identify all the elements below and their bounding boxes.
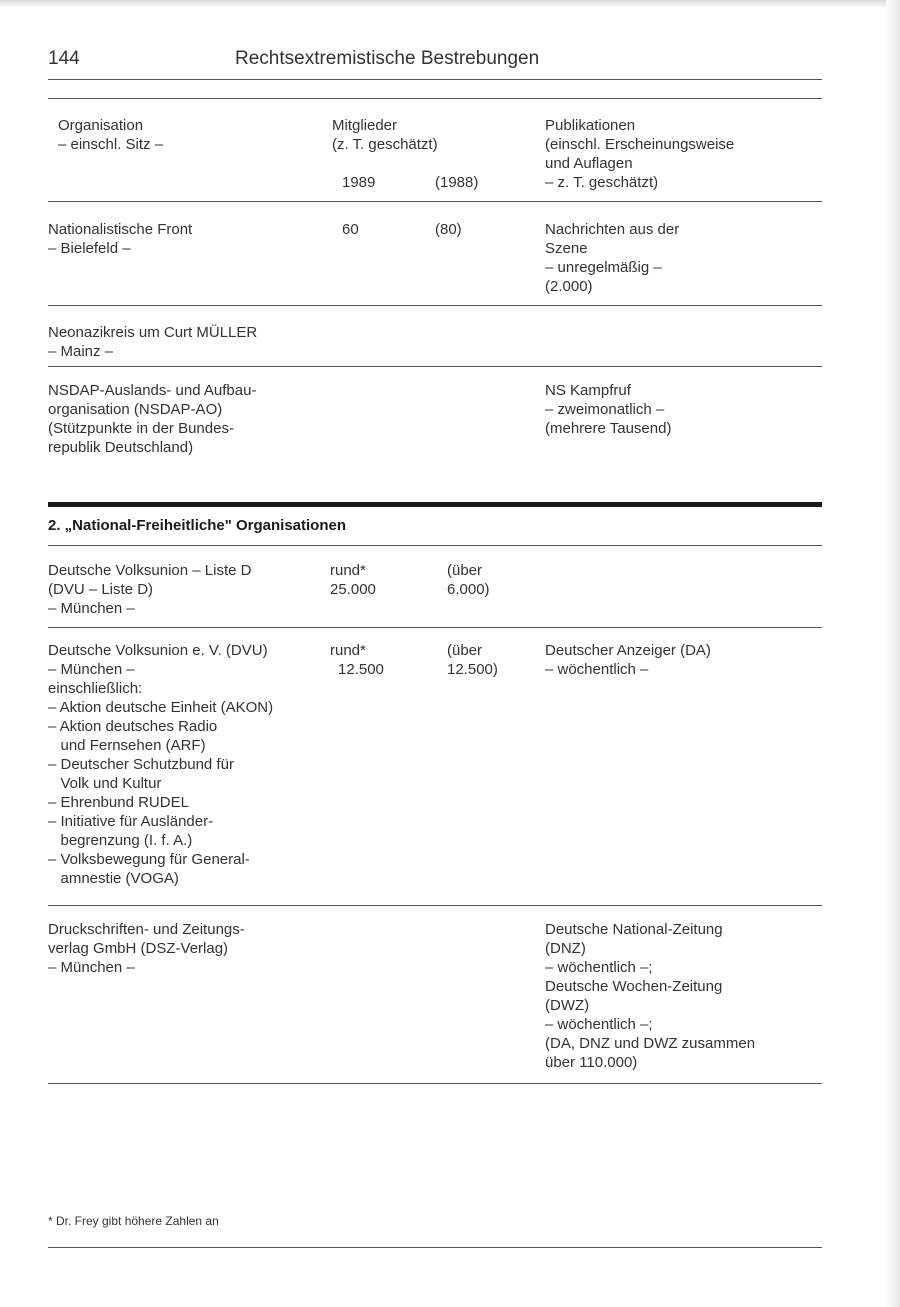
section-heading-rule xyxy=(48,545,822,546)
org-subitem: – Volksbewegung für General- xyxy=(48,851,250,868)
publication-line: – zweimonatlich – xyxy=(545,401,665,418)
col-header-organisation-sub: – einschl. Sitz – xyxy=(58,136,164,153)
org-subitem: amnestie (VOGA) xyxy=(48,870,179,887)
scan-edge-shadow xyxy=(0,0,900,8)
table-top-rule xyxy=(48,98,822,99)
publication-line: – wöchentlich – xyxy=(545,661,649,678)
org-name: verlag GmbH (DSZ-Verlag) xyxy=(48,940,229,957)
col-header-publications-sub: – z. T. geschätzt) xyxy=(545,174,659,191)
members-1988: (über xyxy=(447,562,483,579)
publication-line: – wöchentlich –; xyxy=(545,959,653,976)
row-rule xyxy=(48,366,822,367)
org-name: organisation (NSDAP-AO) xyxy=(48,401,223,418)
publication-line: NS Kampfruf xyxy=(545,382,631,399)
org-name: Neonazikreis um Curt MÜLLER xyxy=(48,324,258,341)
publication-line: – unregelmäßig – xyxy=(545,259,662,276)
publication-line: (DWZ) xyxy=(545,997,590,1014)
members-1989: 12.500 xyxy=(338,661,384,678)
col-header-members-sub: (z. T. geschätzt) xyxy=(332,136,438,153)
publication-line: Nachrichten aus der xyxy=(545,221,680,238)
publication-line: (2.000) xyxy=(545,278,593,295)
running-title: Rechtsextremistische Bestrebungen xyxy=(235,48,540,69)
publication-line: – wöchentlich –; xyxy=(545,1016,653,1033)
org-subitem: – Deutscher Schutzbund für xyxy=(48,756,234,773)
publication-line: Szene xyxy=(545,240,588,257)
org-seat: – München – xyxy=(48,959,135,976)
members-1989: 25.000 xyxy=(330,581,376,598)
col-header-members: Mitglieder xyxy=(332,117,398,134)
scan-edge-shadow xyxy=(886,0,900,1307)
footnote: * Dr. Frey gibt höhere Zahlen an xyxy=(48,1214,219,1228)
members-1988: (über xyxy=(447,642,483,659)
row-rule xyxy=(48,305,822,306)
header-rule xyxy=(48,79,822,80)
org-name: NSDAP-Auslands- und Aufbau- xyxy=(48,382,257,399)
org-subitem: und Fernsehen (ARF) xyxy=(48,737,206,754)
org-seat: – München – xyxy=(48,600,135,617)
row-rule xyxy=(48,905,822,906)
org-subitem: – Initiative für Ausländer- xyxy=(48,813,214,830)
org-subitem: – Aktion deutsches Radio xyxy=(48,718,218,735)
members-1989: rund* xyxy=(330,642,366,659)
org-name: republik Deutschland) xyxy=(48,439,194,456)
org-subitem: Volk und Kultur xyxy=(48,775,162,792)
col-header-publications-sub: und Auflagen xyxy=(545,155,633,172)
org-name: Deutsche Volksunion – Liste D xyxy=(48,562,252,579)
org-name: Deutsche Volksunion e. V. (DVU) xyxy=(48,642,268,659)
org-name: (DVU – Liste D) xyxy=(48,581,154,598)
table-bottom-rule xyxy=(48,1083,822,1084)
org-subitem: – Aktion deutsche Einheit (AKON) xyxy=(48,699,274,716)
col-header-publications: Publikationen xyxy=(545,117,636,134)
org-seat: – Mainz – xyxy=(48,343,114,360)
publication-line: Deutscher Anzeiger (DA) xyxy=(545,642,711,659)
col-header-organisation: Organisation xyxy=(58,117,144,134)
section-rule xyxy=(48,502,822,507)
members-1988: 6.000) xyxy=(447,581,490,598)
publication-line: (DA, DNZ und DWZ zusammen xyxy=(545,1035,756,1052)
org-subitem: – Ehrenbund RUDEL xyxy=(48,794,189,811)
org-name: Druckschriften- und Zeitungs- xyxy=(48,921,245,938)
org-seat: – Bielefeld – xyxy=(48,240,131,257)
members-1989: rund* xyxy=(330,562,366,579)
org-subitem: begrenzung (I. f. A.) xyxy=(48,832,193,849)
org-seat: – München – xyxy=(48,661,135,678)
publication-line: über 110.000) xyxy=(545,1054,638,1071)
header-bottom-rule xyxy=(48,201,822,202)
col-header-year-1988: (1988) xyxy=(435,174,479,191)
members-1989: 60 xyxy=(342,221,359,238)
publication-line: (DNZ) xyxy=(545,940,586,957)
col-header-publications-sub: (einschl. Erscheinungsweise xyxy=(545,136,735,153)
footer-rule xyxy=(48,1247,822,1248)
page-number: 144 xyxy=(48,48,80,69)
publication-line: Deutsche National-Zeitung xyxy=(545,921,723,938)
row-rule xyxy=(48,627,822,628)
col-header-year-1989: 1989 xyxy=(342,174,376,191)
org-subitem: einschließlich: xyxy=(48,680,143,697)
members-1988: (80) xyxy=(435,221,462,238)
org-name: (Stützpunkte in der Bundes- xyxy=(48,420,234,437)
publication-line: Deutsche Wochen-Zeitung xyxy=(545,978,723,995)
members-1988: 12.500) xyxy=(447,661,498,678)
section-heading: 2. „National-Freiheitliche" Organisationen xyxy=(48,517,347,534)
org-name: Nationalistische Front xyxy=(48,221,193,238)
publication-line: (mehrere Tausend) xyxy=(545,420,672,437)
